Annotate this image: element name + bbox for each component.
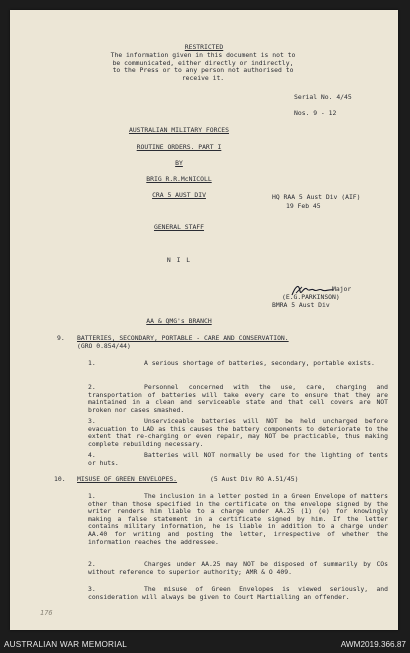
item-9-heading: BATTERIES, SECONDARY, PORTABLE - CARE AND CONSERVATION. [77, 334, 289, 342]
item-10-reference: (5 Aust Div RO A.51/45) [210, 475, 299, 483]
item-9-para-4: Batteries will NOT normally be used for the lighting of tents or huts. [88, 451, 388, 467]
item-9-para-3: Unserviceable batteries will NOT be held uncharged before evacuation to LAD as this causes the battery components to deteriorate to the extent that re-charging or even repair, may NOT be practicable, thus making complete rebuilding necessary. [88, 417, 388, 448]
signatory-appointment: BMRA 5 Aust Div [272, 301, 330, 309]
item-9-para-3-number: 3. [88, 417, 96, 425]
item-10-para-1: The inclusion in a letter posted in a Green Envelope of matters other than those specified in the certificate on the envelope signed by the writer renders him liable to a charge under AA.25 (1) (e) for knowingly making a false statement in a certificate signed by him. If the letter contains military information, he is liable in addition to a charge under AA.40 for writing and posting the letter, irrespective of whether the information reaches the addressee. [88, 492, 388, 546]
document-page [10, 10, 398, 630]
branch-heading: AA & QMG's BRANCH [146, 317, 212, 325]
item-10-heading: MISUSE OF GREEN ENVELOPES. [77, 475, 178, 483]
restriction-notice: The information given in this document is not to be communicated, either directly or indirectly, to the Press or to any person not authorised to receive it. [110, 51, 296, 82]
pencil-annotation: 176 [40, 609, 53, 617]
origin-date: 19 Feb 45 [286, 202, 321, 210]
item-9-para-2-number: 2. [88, 383, 96, 391]
footer-institution: AUSTRALIAN WAR MEMORIAL [4, 640, 128, 649]
title-line-3: BY [175, 159, 183, 167]
item-10-para-2-number: 2. [88, 560, 96, 568]
item-9-para-4-number: 4. [88, 451, 96, 459]
signatory-rank: Major [332, 285, 352, 293]
item-10-para-3-number: 3. [88, 585, 96, 593]
classification-heading: RESTRICTED [184, 43, 224, 51]
nil-text: N I L [166, 256, 192, 264]
title-line-5: CRA 5 AUST DIV [152, 191, 206, 199]
title-line-2: ROUTINE ORDERS. PART I [136, 143, 222, 151]
general-staff-heading: GENERAL STAFF [153, 223, 205, 231]
item-9-para-2: Personnel concerned with the use, care, charging and transportation of batteries will take every care to ensure that they are maintained in a clean and serviceable state and that cell covers are NOT broken nor cases smashed. [88, 383, 388, 414]
title-line-1: AUSTRALIAN MILITARY FORCES [128, 126, 230, 134]
signatory-name: (E.G.PARKINSON) [282, 293, 340, 301]
item-9-para-1: A serious shortage of batteries, secondary, portable exists. [144, 359, 375, 367]
item-10-number: 10. [54, 475, 66, 483]
item-9-number: 9. [57, 334, 65, 342]
serial-number: Serial No. 4/45 [294, 93, 352, 101]
origin-hq: HQ RAA 5 Aust Div (AIF) [272, 193, 361, 201]
order-numbers: Nos. 9 - 12 [294, 109, 337, 117]
archive-footer [0, 636, 410, 653]
item-9-reference: (GRO 0.854/44) [77, 342, 131, 350]
footer-accession-number: AWM2019.366.87 [340, 640, 406, 649]
title-line-4: BRIG R.R.McNICOLL [146, 175, 212, 183]
item-10-para-2: Charges under AA.25 may NOT be disposed of summarily by COs without reference to superior authority; AMR & O 409. [88, 560, 388, 576]
item-9-para-1-number: 1. [88, 359, 96, 367]
item-10-para-1-number: 1. [88, 492, 96, 500]
item-10-para-3: The misuse of Green Envelopes is viewed seriously, and consideration will always be given to Court Martialling an offender. [88, 585, 388, 601]
